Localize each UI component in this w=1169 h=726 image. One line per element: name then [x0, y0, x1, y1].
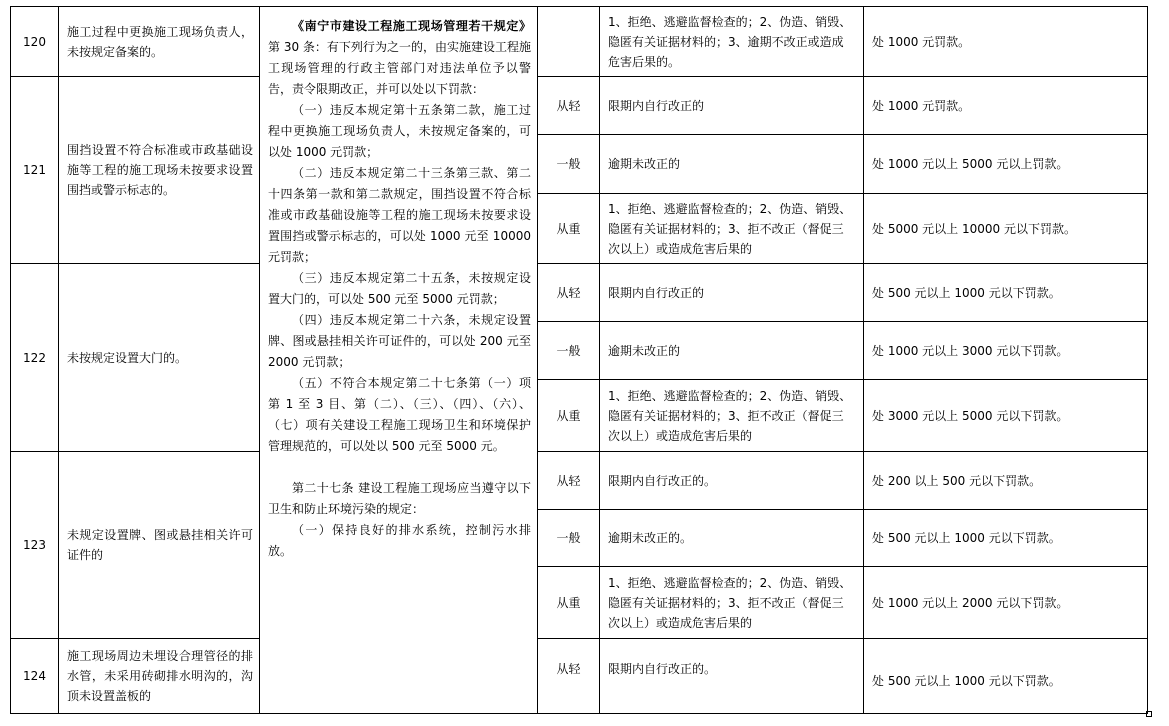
penalty: 处 1000 元以上 2000 元以下罚款。: [872, 595, 1069, 610]
violation-description: 未规定设置牌、图或悬挂相关许可证件的: [67, 528, 253, 562]
penalty: 处 500 元以上 1000 元以下罚款。: [872, 674, 1061, 688]
article-30-lead: 第 30 条：有下列行为之一的，由实施建设工程施工现场管理的行政主管部门对违法单位予以警告，责令限期改正，并可以处以下罚款：: [268, 40, 531, 96]
penalty: 处 1000 元以上 5000 元以上罚款。: [872, 157, 1069, 171]
penalty-table: [10, 6, 1160, 714]
discretion-level: 一般: [556, 157, 581, 171]
circumstance: 1、拒绝、逃避监督检查的；2、伪造、销毁、隐匿有关证据材料的；3、逾期不改正或造成危害后果的。: [608, 14, 852, 69]
violation-description: 施工过程中更换施工现场负责人，未按规定备案的。: [67, 24, 253, 59]
discretion-level: 一般: [556, 531, 581, 545]
penalty: 处 1000 元罚款。: [872, 34, 971, 49]
penalty: 处 1000 元罚款。: [872, 98, 971, 113]
clause-item: （一）违反本规定第十五条第二款，施工过程中更换施工现场负责人，未按规定备案的，可以处 1000 元罚款；: [268, 103, 531, 159]
circumstance: 限期内自行改正的。: [608, 473, 717, 488]
violation-description: 施工现场周边未埋设合理管径的排水管，未采用砖砌排水明沟的，沟顶未设置盖板的: [67, 649, 253, 703]
circumstance: 1、拒绝、逃避监督检查的；2、伪造、销毁、隐匿有关证据材料的；3、拒不改正（督促三次以上）或造成危害后果的: [608, 201, 852, 256]
clause-item: （四）违反本规定第二十六条，未规定设置牌、图或悬挂相关许可证件的，可以处 200 元至 2000 元罚款；: [268, 313, 531, 369]
regulation-title: 《南宁市建设工程施工现场管理若干规定》: [292, 19, 531, 33]
circumstance: 逾期未改正的: [608, 157, 681, 171]
circumstance: 1、拒绝、逃避监督检查的；2、伪造、销毁、隐匿有关证据材料的；3、拒不改正（督促三次以上）或造成危害后果的: [608, 575, 852, 630]
penalty: 处 3000 元以上 5000 元以下罚款。: [872, 408, 1069, 423]
circumstance: 限期内自行改正的: [608, 285, 705, 300]
circumstance: 1、拒绝、逃避监督检查的；2、伪造、销毁、隐匿有关证据材料的；3、拒不改正（督促三次以上）或造成危害后果的: [608, 388, 852, 443]
grid-line: [10, 713, 1148, 714]
grid-line: [1147, 6, 1148, 714]
article-27-item: （一）保持良好的排水系统，控制污水排放。: [268, 523, 531, 558]
penalty: 处 500 元以上 1000 元以下罚款。: [872, 531, 1061, 545]
discretion-level: 从轻: [556, 662, 581, 676]
discretion-level: 从重: [556, 408, 581, 423]
discretion-level: 一般: [556, 343, 581, 358]
discretion-level: 从轻: [556, 473, 581, 488]
clause-item: （二）违反本规定第二十三条第三款、第二十四条第一款和第二款规定，围挡设置不符合标准或市政基础设施等工程的施工现场未按要求设置围挡或警示标志的，可以处 1000 元至 10000 元罚款；: [268, 166, 531, 264]
discretion-level: 从重: [556, 221, 581, 236]
paragraph-mark-icon: [1146, 711, 1152, 717]
penalty: 处 1000 元以上 3000 元以下罚款。: [872, 343, 1069, 358]
legal-basis: [260, 14, 537, 713]
row-number: 121: [23, 163, 46, 177]
discretion-level: [538, 7, 599, 76]
penalty: 处 5000 元以上 10000 元以下罚款。: [872, 221, 1076, 236]
row-number: 120: [23, 34, 46, 49]
circumstance: 限期内自行改正的。: [608, 662, 717, 676]
row-number: 123: [23, 538, 46, 552]
row-number: 122: [23, 350, 46, 365]
circumstance: 逾期未改正的: [608, 343, 681, 358]
circumstance: 限期内自行改正的: [608, 98, 705, 113]
discretion-level: 从轻: [556, 98, 581, 113]
penalty: 处 200 以上 500 元以下罚款。: [872, 473, 1042, 488]
penalty: 处 500 元以上 1000 元以下罚款。: [872, 285, 1061, 300]
circumstance: 逾期未改正的。: [608, 531, 693, 545]
clause-item: （五）不符合本规定第二十七条第（一）项第 1 至 3 目、第（二）、（三）、（四）、（六）、（七）项有关建设工程施工现场卫生和环境保护管理规范的，可以处以 500 元至 5000 元。: [268, 376, 531, 453]
violation-description: 围挡设置不符合标准或市政基础设施等工程的施工现场未按要求设置围挡或警示标志的。: [67, 143, 253, 197]
discretion-level: 从轻: [556, 285, 581, 300]
violation-description: 未按规定设置大门的。: [67, 350, 188, 365]
discretion-level: 从重: [556, 595, 581, 610]
row-number: 124: [23, 669, 46, 683]
article-27: 第二十七条 建设工程施工现场应当遵守以下卫生和防止环境污染的规定：: [268, 481, 531, 516]
clause-item: （三）违反本规定第二十五条，未按规定设置大门的，可以处 500 元至 5000 元罚款；: [268, 271, 531, 306]
